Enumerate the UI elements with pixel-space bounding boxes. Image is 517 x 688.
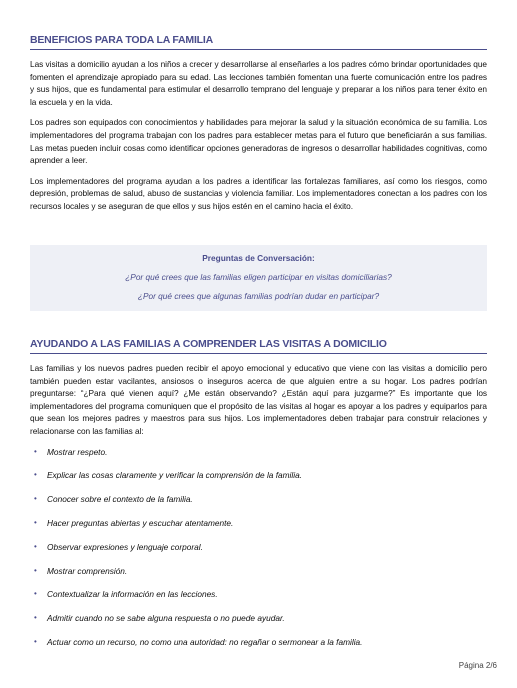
bullet-icon: • <box>34 541 37 551</box>
list-item: • Contextualizar la información en las lecciones. <box>34 589 218 600</box>
section-benefits <box>30 34 487 213</box>
bullet-icon: • <box>34 636 37 646</box>
paragraph: Los padres son equipados con conocimientos y habilidades para mejorar la salud y la situación económica de su familia. Los implementadores del programa trabajan con los padres para establecer metas para el futuro que beneficiarán a sus familias. Las metas pueden incluir cosas como identificar opciones generadoras de ingresos o desarrollar habilidades cognitivas, como aprender a leer. <box>30 117 487 166</box>
bullet-icon: • <box>34 517 37 527</box>
list-item: • Observar expresiones y lenguaje corporal. <box>34 541 203 552</box>
list-item: • Hacer preguntas abiertas y escuchar atentamente. <box>34 517 234 528</box>
bullet-icon: • <box>34 613 37 623</box>
list-item: • Conocer sobre el contexto de la familia. <box>34 494 193 505</box>
page-number: Página 2/6 <box>458 661 497 670</box>
conversation-question: ¿Por qué crees que las familias eligen participar en visitas domiciliarias? <box>125 272 392 282</box>
section-title: AYUDANDO A LAS FAMILIAS A COMPRENDER LAS VISITAS A DOMICILIO <box>30 338 487 354</box>
bullet-icon: • <box>34 494 37 504</box>
conversation-title: Preguntas de Conversación: <box>202 253 315 263</box>
conversation-questions-box <box>30 245 487 311</box>
conversation-question: ¿Por qué crees que algunas familias podrían dudar en participar? <box>137 291 380 301</box>
list-item: • Mostrar comprensión. <box>34 565 128 576</box>
list-item: • Mostrar respeto. <box>34 446 108 457</box>
list-item: • Explicar las cosas claramente y verificar la comprensión de la familia. <box>34 470 302 481</box>
paragraph: Las visitas a domicilio ayudan a los niños a crecer y desarrollarse al enseñarles a los padres cómo brindar oportunidades que fomenten el aprendizaje apropiado para su edad. Las lecciones también fomentan una fuerte comunicación entre los padres y sus hijos, que es fundamental para estimular el desarrollo temprano del lenguaje y preparar a los niños para tener éxito en la escuela y en la vida. <box>30 59 487 107</box>
bullet-icon: • <box>34 470 37 480</box>
section-title: BENEFICIOS PARA TODA LA FAMILIA <box>30 34 487 50</box>
paragraph: Los implementadores del programa ayudan a los padres a identificar las fortalezas familiares, así como los riesgos, como depresión, problemas de salud, abuso de sustancias y violencia familiar. Los implementadores conectan a los padres con los recursos locales y se aseguran de que ellos y sus hijos estén en el camino hacia el éxito. <box>30 175 487 211</box>
list-item: • Admitir cuando no se sabe alguna respuesta o no puede ayudar. <box>34 613 285 624</box>
bullet-list <box>30 446 487 660</box>
bullet-icon: • <box>34 565 37 575</box>
paragraph: Las familias y los nuevos padres pueden recibir el apoyo emocional y educativo que viene con las visitas a domicilio pero también pueden estar vacilantes, ansiosos o inseguros acerca de que alguien entre a su hogar. Los padres podrían preguntarse: “¿Para qué vienen aquí? ¿Me están observando? ¿Están aquí para juzgarme?” Es importante que los implementadores del programa comuniquen que el propósito de las visitas al hogar es apoyar a los padres y equiparlos para que sean los mejores padres y maestros para sus hijos. Los implementadores deben trabajar para construir relaciones y relacionarse con las familias al: <box>30 363 487 436</box>
bullet-icon: • <box>34 589 37 599</box>
bullet-icon: • <box>34 446 37 456</box>
section-helping-families <box>30 338 487 660</box>
list-item: • Actuar como un recurso, no como una autoridad: no regañar o sermonear a la familia. <box>34 636 363 647</box>
